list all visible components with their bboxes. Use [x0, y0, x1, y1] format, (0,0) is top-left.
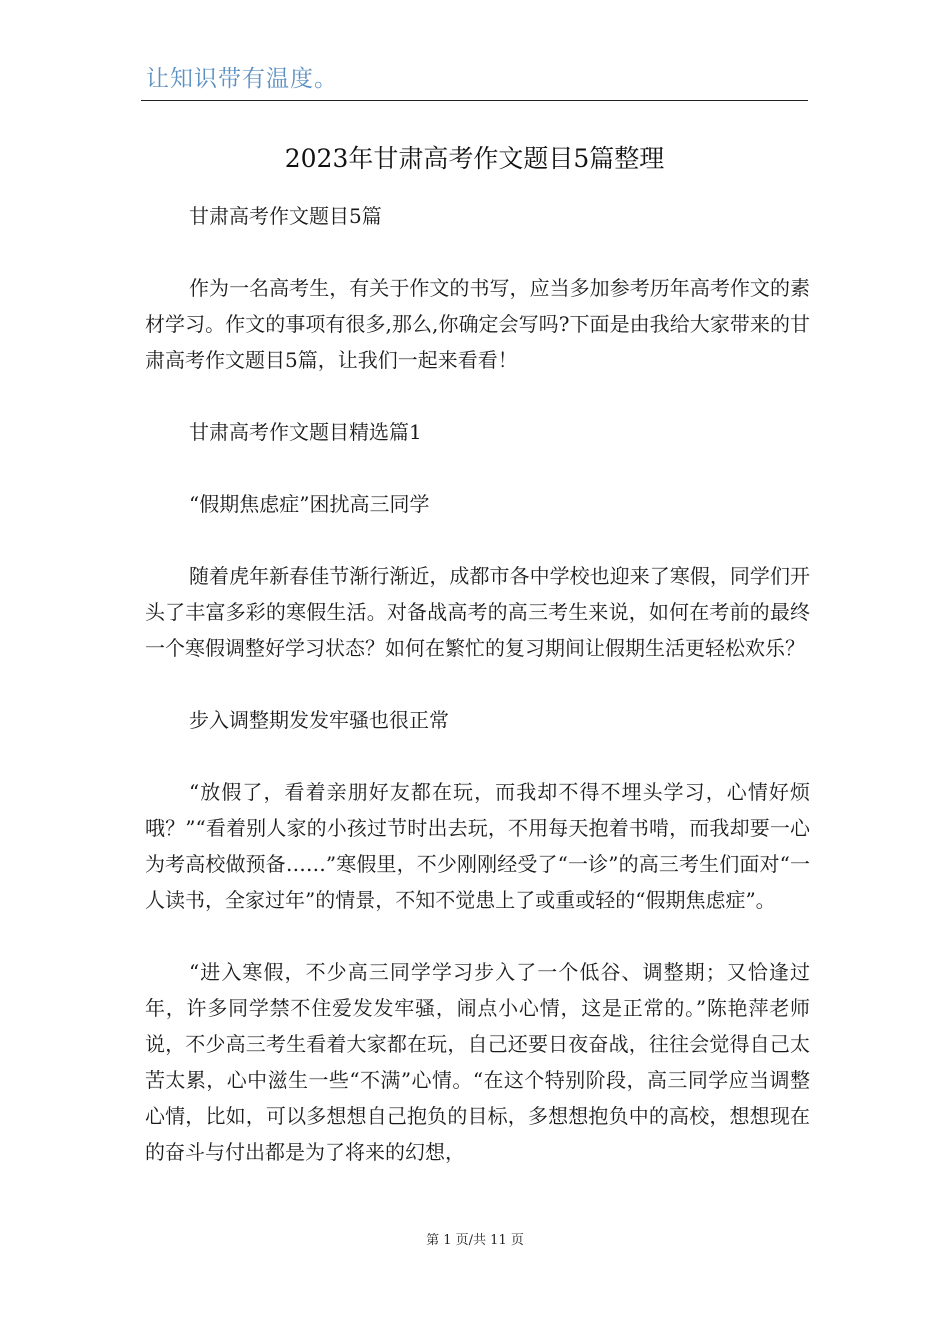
body-paragraph: 随着虎年新春佳节渐行渐近，成都市各中学校也迎来了寒假，同学们开头了丰富多彩的寒假生活。对备战高考的高三考生来说，如何在考前的最终一个寒假调整好学习状态？如何在繁忙的复习期间让假期生活更轻松欢乐？ [145, 564, 810, 660]
header-divider [141, 100, 808, 101]
body-paragraph: 作为一名高考生，有关于作文的书写，应当多加参考历年高考作文的素材学习。作文的事项有很多,那么,你确定会写吗?下面是由我给大家带来的甘肃高考作文题目5篇，让我们一起来看看！ [145, 276, 810, 372]
subheading: 步入调整期发发牢骚也很正常 [189, 708, 449, 732]
body-paragraph: “放假了，看着亲朋好友都在玩，而我却不得不埋头学习，心情好烦哦？”“看着别人家的小孩过节时出去玩，不用每天抱着书啃，而我却要一心为考高校做预备……”寒假里，不少刚刚经受了“一诊”的高三考生们面对“一人读书，全家过年”的情景，不知不觉患上了或重或轻的“假期焦虑症”。 [145, 780, 810, 912]
body-paragraph: “进入寒假，不少高三同学学习步入了一个低谷、调整期；又恰逢过年，许多同学禁不住爱发发牢骚，闹点小心情，这是正常的。”陈艳萍老师说，不少高三考生看着大家都在玩，自己还要日夜奋战，往往会觉得自己太苦太累，心中滋生一些“不满”心情。“在这个特别阶段，高三同学应当调整心情，比如，可以多想想自己抱负的目标，多想想抱负中的高校，想想现在的奋斗与付出都是为了将来的幻想， [145, 960, 810, 1164]
document-title: 2023年甘肃高考作文题目5篇整理 [284, 144, 665, 173]
page-number: 第 1 页/共 11 页 [426, 1233, 524, 1248]
section-heading: 甘肃高考作文题目精选篇1 [189, 420, 422, 444]
section-heading: 甘肃高考作文题目5篇 [189, 204, 382, 228]
document-body [145, 198, 810, 1206]
header-slogan: 让知识带有温度。 [146, 66, 338, 92]
subheading: “假期焦虑症”困扰高三同学 [189, 492, 430, 516]
